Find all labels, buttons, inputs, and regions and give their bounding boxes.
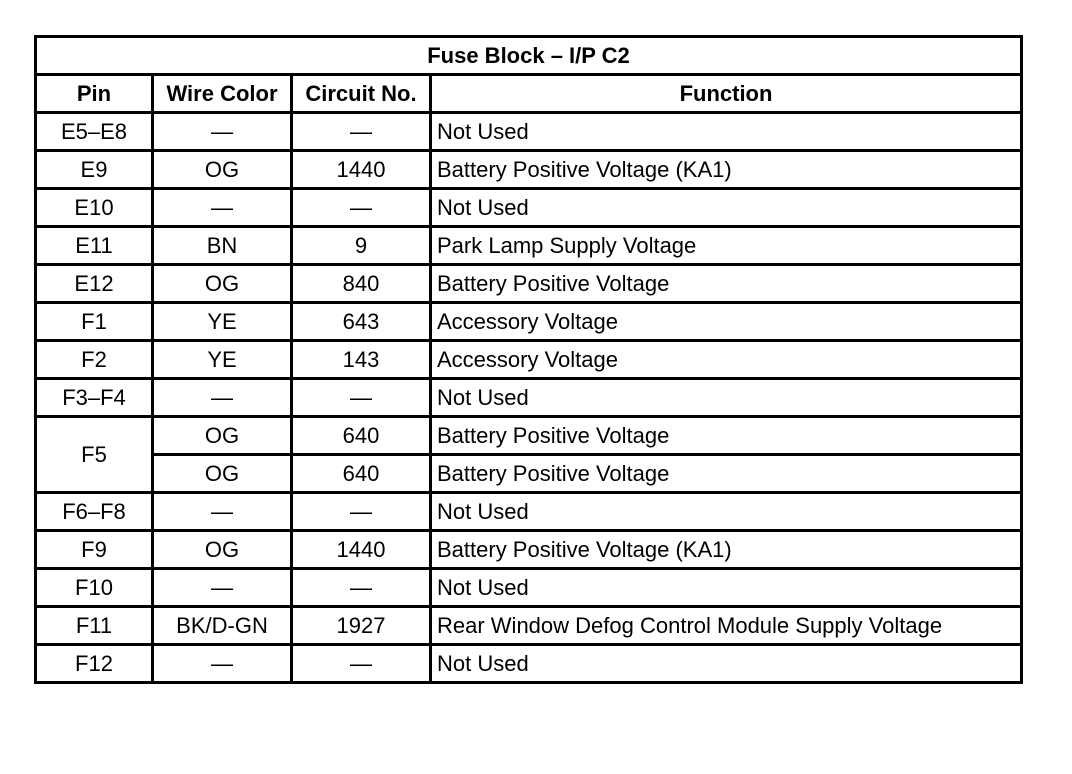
table-title: Fuse Block – I/P C2 [36, 37, 1022, 75]
circuit-no-cell: 840 [292, 265, 431, 303]
circuit-no-cell: — [292, 189, 431, 227]
circuit-no-cell: 1440 [292, 531, 431, 569]
pin-cell: F11 [36, 607, 153, 645]
pin-cell: E10 [36, 189, 153, 227]
pin-cell: F3–F4 [36, 379, 153, 417]
circuit-no-cell: — [292, 493, 431, 531]
function-cell: Battery Positive Voltage [431, 417, 1022, 455]
function-cell: Battery Positive Voltage [431, 265, 1022, 303]
wire-color-cell: OG [153, 265, 292, 303]
table-row [36, 189, 1022, 227]
circuit-no-cell: — [292, 645, 431, 683]
circuit-no-cell: 640 [292, 417, 431, 455]
wire-color-cell: OG [153, 531, 292, 569]
function-cell: Accessory Voltage [431, 303, 1022, 341]
fuse-block-table [34, 35, 1023, 684]
function-cell: Not Used [431, 493, 1022, 531]
table-row [36, 303, 1022, 341]
pin-cell: E11 [36, 227, 153, 265]
function-cell: Battery Positive Voltage (KA1) [431, 531, 1022, 569]
header-function: Function [431, 75, 1022, 113]
header-wire-color: Wire Color [153, 75, 292, 113]
circuit-no-cell: — [292, 569, 431, 607]
header-circuit-no: Circuit No. [292, 75, 431, 113]
table-title-row [36, 37, 1022, 75]
circuit-no-cell: 9 [292, 227, 431, 265]
circuit-no-cell: 1440 [292, 151, 431, 189]
pin-cell: E12 [36, 265, 153, 303]
function-cell: Park Lamp Supply Voltage [431, 227, 1022, 265]
wire-color-cell: YE [153, 303, 292, 341]
table-row [36, 645, 1022, 683]
pin-cell: F12 [36, 645, 153, 683]
wire-color-cell: — [153, 645, 292, 683]
wire-color-cell: YE [153, 341, 292, 379]
wire-color-cell: — [153, 379, 292, 417]
function-cell: Rear Window Defog Control Module Supply Voltage [431, 607, 1022, 645]
table-header-row [36, 75, 1022, 113]
table-row [36, 569, 1022, 607]
table-row [36, 379, 1022, 417]
pin-cell: F6–F8 [36, 493, 153, 531]
wire-color-cell: OG [153, 417, 292, 455]
table-row [36, 341, 1022, 379]
table-row [36, 493, 1022, 531]
table-row [36, 265, 1022, 303]
pin-cell: F1 [36, 303, 153, 341]
pin-cell: F10 [36, 569, 153, 607]
table-row [36, 531, 1022, 569]
pin-cell: F9 [36, 531, 153, 569]
pin-cell: F2 [36, 341, 153, 379]
wire-color-cell: — [153, 189, 292, 227]
wire-color-cell: BN [153, 227, 292, 265]
function-cell: Accessory Voltage [431, 341, 1022, 379]
wire-color-cell: — [153, 569, 292, 607]
pin-cell: F5 [36, 417, 153, 493]
circuit-no-cell: 643 [292, 303, 431, 341]
function-cell: Not Used [431, 569, 1022, 607]
function-cell: Battery Positive Voltage [431, 455, 1022, 493]
wire-color-cell: BK/D-GN [153, 607, 292, 645]
fuse-block-table-container [34, 35, 1023, 684]
wire-color-cell: OG [153, 455, 292, 493]
table-row [36, 227, 1022, 265]
circuit-no-cell: 1927 [292, 607, 431, 645]
function-cell: Not Used [431, 113, 1022, 151]
circuit-no-cell: 640 [292, 455, 431, 493]
table-row [36, 417, 1022, 455]
circuit-no-cell: 143 [292, 341, 431, 379]
function-cell: Not Used [431, 379, 1022, 417]
wire-color-cell: — [153, 493, 292, 531]
table-row [36, 607, 1022, 645]
pin-cell: E5–E8 [36, 113, 153, 151]
header-pin: Pin [36, 75, 153, 113]
function-cell: Not Used [431, 645, 1022, 683]
pin-cell: E9 [36, 151, 153, 189]
function-cell: Battery Positive Voltage (KA1) [431, 151, 1022, 189]
circuit-no-cell: — [292, 113, 431, 151]
wire-color-cell: OG [153, 151, 292, 189]
table-row [36, 113, 1022, 151]
function-cell: Not Used [431, 189, 1022, 227]
table-row [36, 151, 1022, 189]
table-row [36, 455, 1022, 493]
circuit-no-cell: — [292, 379, 431, 417]
wire-color-cell: — [153, 113, 292, 151]
